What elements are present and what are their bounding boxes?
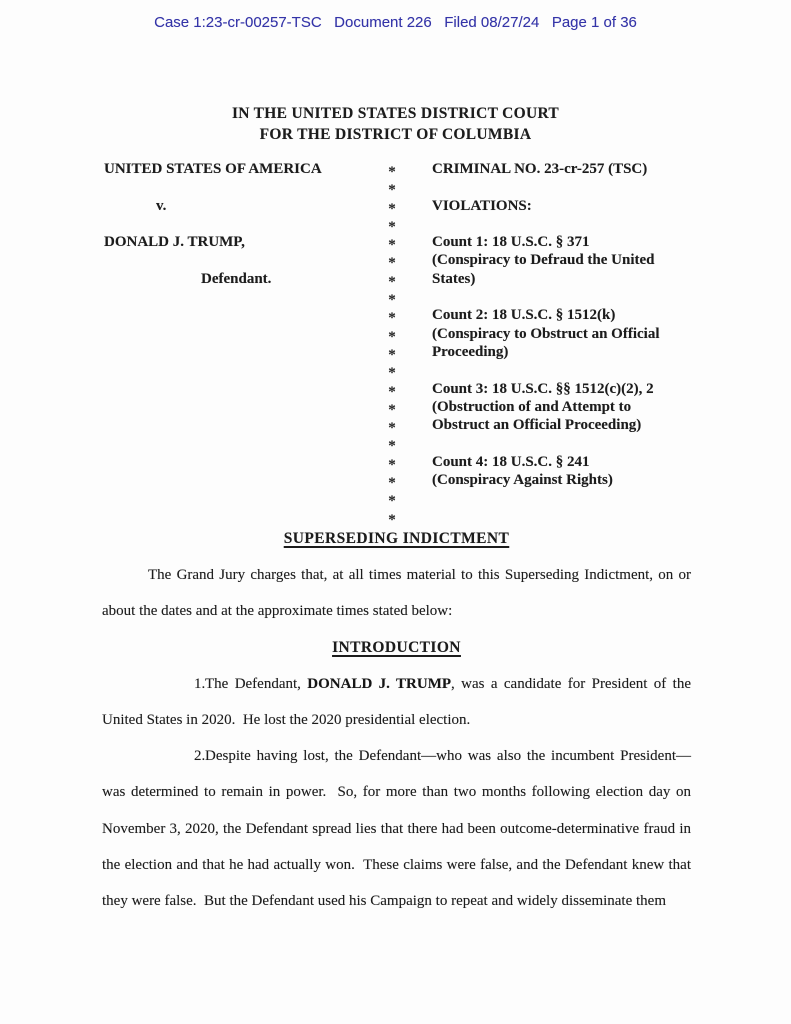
superseding-indictment-heading bbox=[102, 521, 691, 557]
caption-asterisk: * bbox=[388, 475, 396, 492]
caption-charge-row: (Conspiracy to Obstruct an Official bbox=[432, 325, 660, 342]
caption-charge-row bbox=[432, 361, 700, 379]
caption-asterisk: * bbox=[388, 438, 396, 455]
caption-party-row: DONALD J. TRUMP, bbox=[104, 234, 245, 251]
paragraph-1-text-before: The Defendant, bbox=[205, 675, 308, 692]
court-title-line2: FOR THE DISTRICT OF COLUMBIA bbox=[259, 126, 532, 143]
caption-charge-row: CRIMINAL NO. 23-cr-257 (TSC) bbox=[432, 161, 648, 177]
caption-asterisk: * bbox=[388, 346, 396, 363]
caption-charge-row bbox=[432, 288, 700, 306]
caption-charge-row: (Obstruction of and Attempt to bbox=[432, 398, 632, 415]
caption-asterisk: * bbox=[388, 365, 396, 382]
paragraph-2-text: Despite having lost, the Defendant—who was also the incumbent President—was determined to remain in power. So, for more than two months following election day on November 3, 2020, the Defendant spread lies that there had been outcome-determinative fraud in the election and that he had actually won. These claims were false, and the Defendant knew that they were false. But the Defendant used his Campaign to repeat and widely disseminate them bbox=[102, 748, 695, 910]
caption-asterisk: * bbox=[388, 255, 396, 272]
caption-charge-row: States) bbox=[432, 270, 476, 287]
caption-charge-row: Proceeding) bbox=[432, 343, 509, 360]
case-caption bbox=[104, 160, 700, 526]
defendant-name-bold: DONALD J. TRUMP bbox=[307, 675, 452, 692]
paragraph-2 bbox=[102, 738, 695, 919]
caption-charge-row bbox=[432, 434, 700, 452]
caption-asterisk-column bbox=[360, 160, 424, 526]
caption-charge-row bbox=[432, 215, 700, 233]
caption-asterisk: * bbox=[388, 200, 396, 217]
caption-asterisk: * bbox=[388, 456, 396, 473]
caption-charge-row: Count 3: 18 U.S.C. §§ 1512(c)(2), 2 bbox=[432, 380, 654, 397]
introduction-heading-text: INTRODUCTION bbox=[332, 638, 461, 656]
paragraph-1-number: 1. bbox=[194, 675, 206, 692]
caption-party-row bbox=[104, 251, 360, 269]
document-body bbox=[102, 521, 695, 919]
caption-asterisk: * bbox=[388, 273, 396, 290]
caption-party-row: v. bbox=[156, 197, 167, 214]
caption-asterisk: * bbox=[388, 401, 396, 418]
court-title-line1: IN THE UNITED STATES DISTRICT COURT bbox=[231, 105, 560, 122]
introduction-heading bbox=[102, 630, 691, 666]
caption-party-row: Defendant. bbox=[201, 270, 272, 287]
paragraph-2-number: 2. bbox=[194, 748, 206, 765]
caption-parties-column bbox=[104, 160, 360, 526]
caption-charge-row: (Conspiracy to Defraud the United bbox=[432, 252, 655, 269]
grand-jury-paragraph: The Grand Jury charges that, at all times material to this Superseding Indictment, on or about the dates and at the approximate times stated below: bbox=[102, 567, 695, 620]
superseding-indictment-heading-text: SUPERSEDING INDICTMENT bbox=[283, 530, 510, 547]
caption-asterisk: * bbox=[388, 383, 396, 400]
caption-asterisk: * bbox=[388, 292, 396, 309]
caption-asterisk: * bbox=[388, 164, 396, 180]
caption-charge-row: Count 4: 18 U.S.C. § 241 bbox=[432, 453, 590, 470]
caption-asterisk: * bbox=[388, 420, 396, 437]
court-title bbox=[0, 103, 791, 145]
caption-charge-row: Obstruct an Official Proceeding) bbox=[432, 417, 642, 434]
caption-asterisk: * bbox=[388, 182, 396, 199]
caption-charge-row: Count 2: 18 U.S.C. § 1512(k) bbox=[432, 307, 616, 324]
caption-asterisk: * bbox=[388, 237, 396, 254]
paragraph-1-text-after: , was a candidate for President of the United States in 2020. He lost the 2020 presidential election. bbox=[102, 675, 695, 729]
ecf-case-stamp: Case 1:23-cr-00257-TSC Document 226 Filed 08/27/24 Page 1 of 36 bbox=[154, 14, 637, 31]
caption-asterisk: * bbox=[388, 310, 396, 327]
caption-party-row bbox=[104, 215, 360, 233]
caption-party-row: UNITED STATES OF AMERICA bbox=[104, 161, 322, 177]
caption-charge-row: (Conspiracy Against Rights) bbox=[432, 472, 613, 489]
caption-asterisk: * bbox=[388, 218, 396, 235]
caption-party-row bbox=[104, 178, 360, 196]
paragraph-1 bbox=[102, 666, 695, 738]
caption-charge-row bbox=[432, 489, 700, 507]
caption-charge-row: Count 1: 18 U.S.C. § 371 bbox=[432, 234, 590, 251]
caption-asterisk: * bbox=[388, 493, 396, 510]
caption-charge-row: VIOLATIONS: bbox=[432, 197, 532, 214]
caption-asterisk: * bbox=[388, 328, 396, 345]
caption-charge-row bbox=[432, 178, 700, 196]
caption-asterisk: * bbox=[388, 511, 396, 528]
caption-charges-column bbox=[424, 160, 700, 526]
